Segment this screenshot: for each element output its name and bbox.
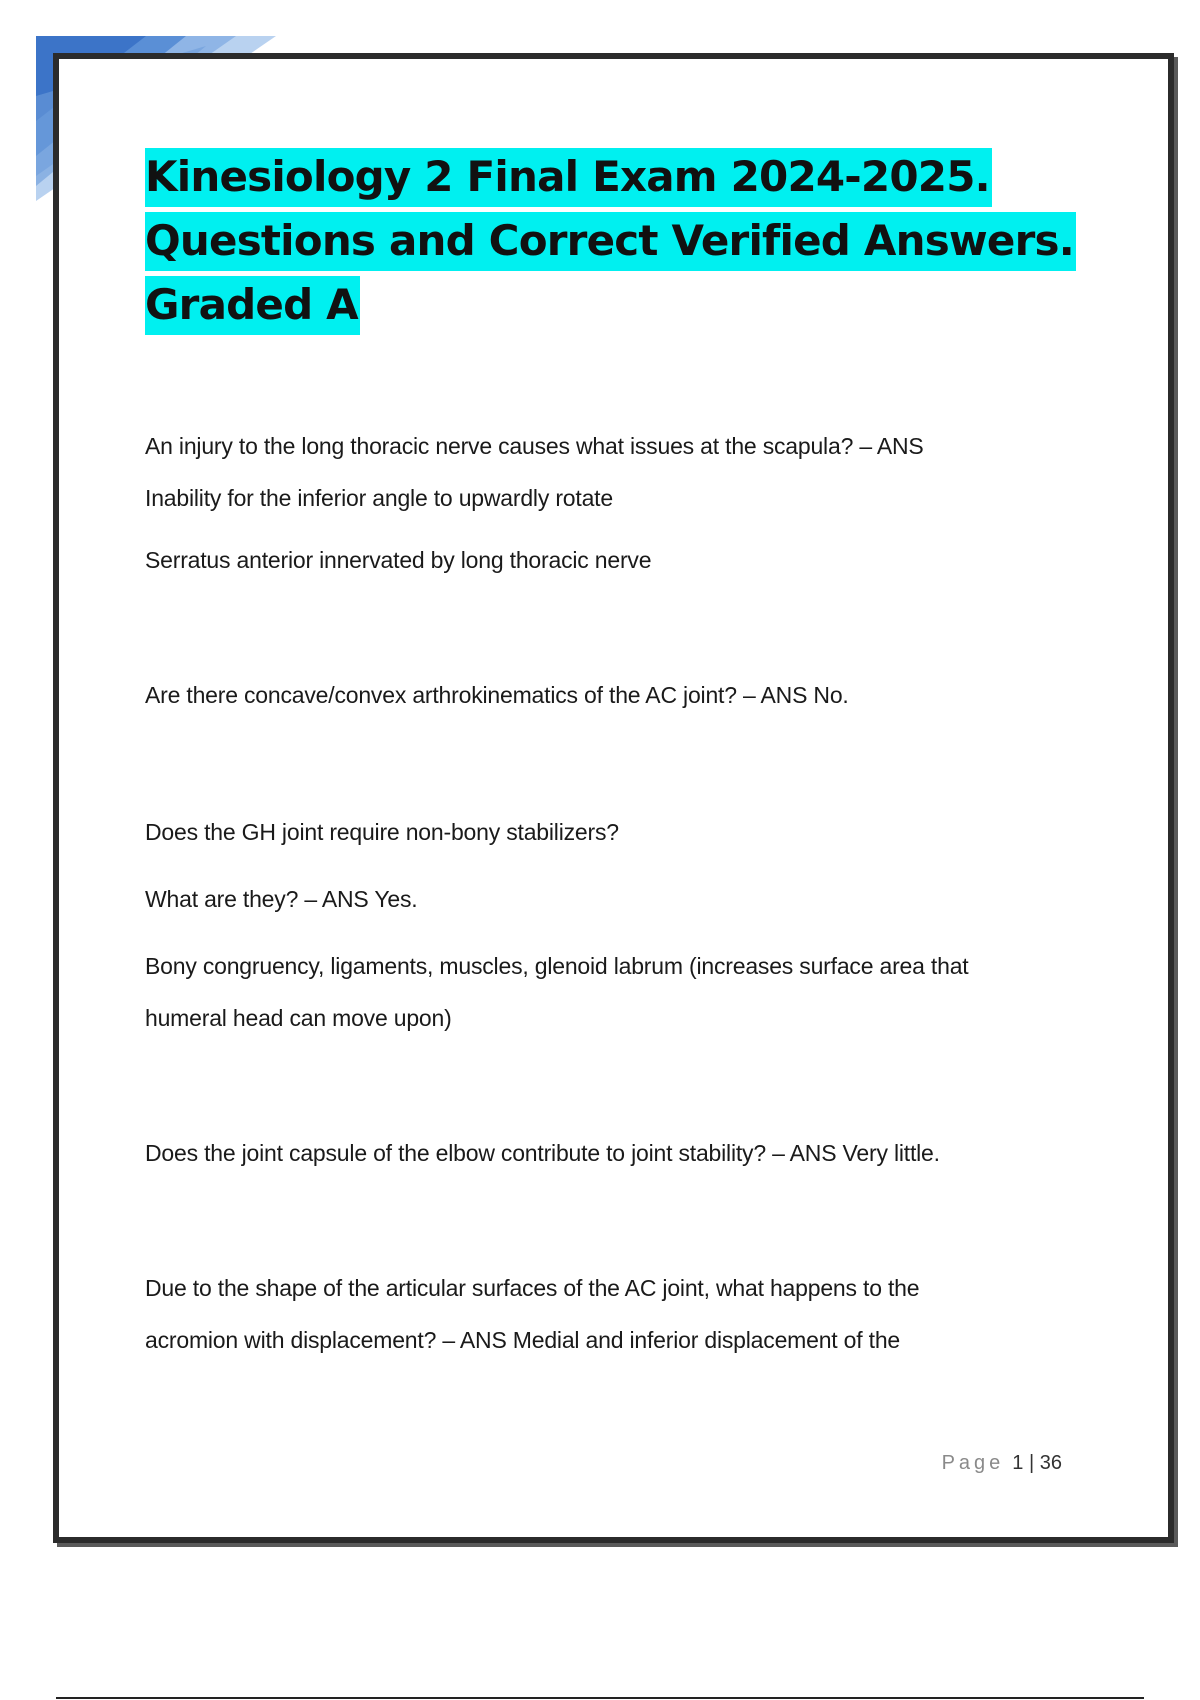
qa-item-8-line-1: Due to the shape of the articular surfaces of the AC joint, what happens to the <box>145 1275 920 1301</box>
bottom-divider <box>56 1697 1144 1699</box>
footer-separator: | <box>1028 1452 1035 1474</box>
footer-total-pages: 36 <box>1039 1452 1062 1474</box>
document-title <box>145 145 1085 337</box>
page-footer <box>942 1452 1062 1475</box>
qa-item-3-line-1: Are there concave/convex arthrokinematics of the AC joint? – ANS No. <box>145 682 849 708</box>
footer-current-page: 1 <box>1012 1452 1024 1474</box>
qa-item-8-line-2: acromion with displacement? – ANS Medial and inferior displacement of the <box>145 1327 901 1353</box>
qa-item-1-line-2: Inability for the inferior angle to upwardly rotate <box>145 485 613 511</box>
title-line-2: Questions and Correct Verified Answers. <box>145 212 1076 271</box>
qa-item-5-line-1: What are they? – ANS Yes. <box>145 886 418 912</box>
qa-item-6-line-1: Bony congruency, ligaments, muscles, glenoid labrum (increases surface area that <box>145 953 969 979</box>
qa-item-3 <box>145 669 1105 721</box>
qa-item-1-line-1: An injury to the long thoracic nerve causes what issues at the scapula? – ANS <box>145 433 924 459</box>
qa-item-1 <box>145 420 1105 524</box>
qa-content <box>145 420 1105 1366</box>
qa-item-8 <box>145 1262 1105 1366</box>
qa-item-7-line-1: Does the joint capsule of the elbow contribute to joint stability? – ANS Very little. <box>145 1140 940 1166</box>
title-line-1: Kinesiology 2 Final Exam 2024-2025. <box>145 148 992 207</box>
footer-page-label: Page <box>941 1452 1005 1474</box>
qa-item-4 <box>145 806 1105 858</box>
qa-item-2 <box>145 534 1105 586</box>
qa-item-4-line-1: Does the GH joint require non-bony stabilizers? <box>145 819 619 845</box>
qa-item-6-line-2: humeral head can move upon) <box>145 1005 452 1031</box>
qa-item-2-line-1: Serratus anterior innervated by long thoracic nerve <box>145 547 652 573</box>
qa-item-6 <box>145 940 1105 1044</box>
qa-item-7 <box>145 1127 1105 1179</box>
qa-item-5 <box>145 873 1105 925</box>
title-line-3: Graded A <box>145 276 360 335</box>
